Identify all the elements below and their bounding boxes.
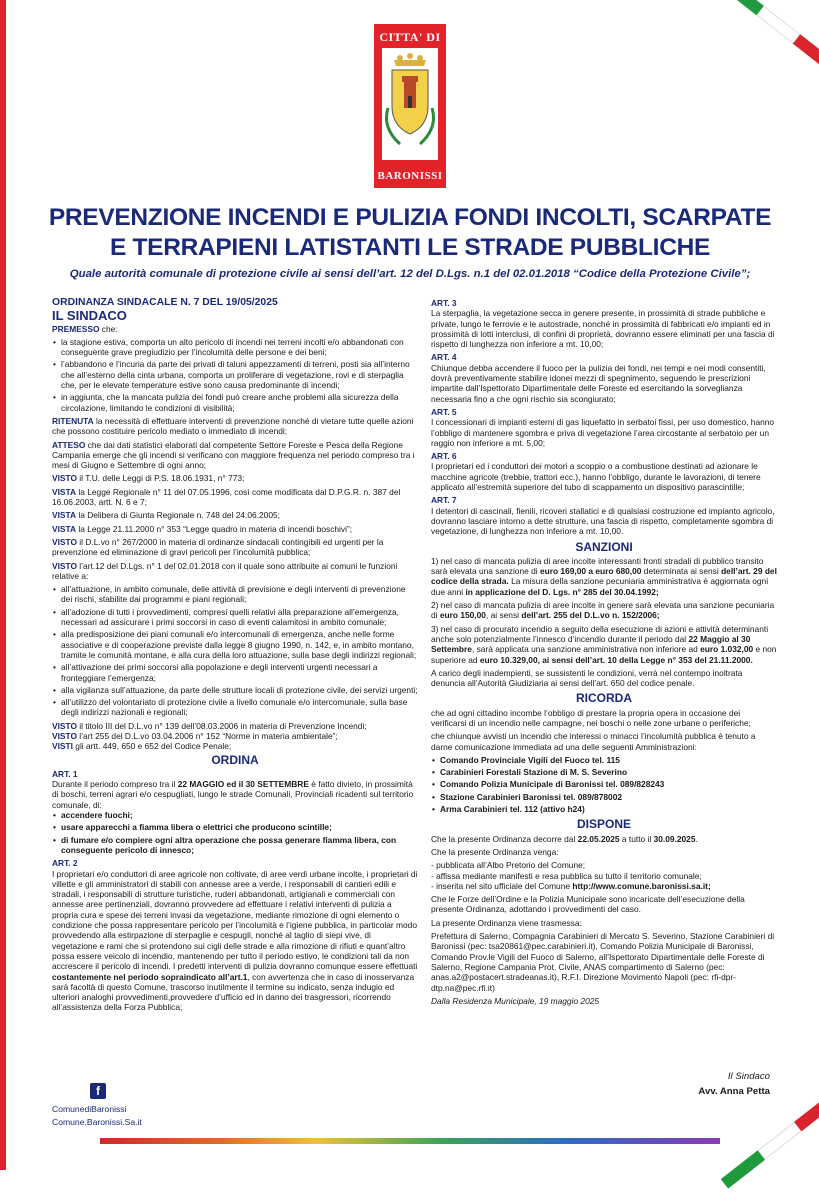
right-column [431, 298, 777, 1009]
sanzioni-heading: SANZIONI [575, 539, 633, 554]
list-item: • Comando Provinciale Vigili del Fuoco tel. 115 [440, 755, 777, 765]
sanzione-1: 1) nel caso di mancata pulizia di aree incolte interessanti fronti stradali di pubblico transito sarà elevata una sanzione di euro 169,00 a euro 680,00 determinata ai sensi dell’art. 29 del codice della strada. La misura della sanzione pecuniaria amministrativa è aggiornata ogni due anni in applicazione del D. Lgs. n° 285 del 30.04.1992; [431, 555, 777, 597]
ricorda-2: che chiunque avvisti un incendio che interessi o minacci l’incolumità pubblica è tenuto a darne comunicazione immediata ad una delle seguenti Amministrazioni: [431, 731, 756, 752]
italian-flag-ribbon-top [720, 0, 819, 72]
art5-heading: ART. 5 [431, 406, 457, 417]
ricorda-1: che ad ogni cittadino incombe l’obbligo di prestare la propria opera in occasione dei verificarsi di un incendio nelle campagne, nei boschi o nelle zone urbane o periferiche; [431, 707, 751, 728]
art1-text: Durante il periodo compreso tra il 22 MAGGIO ed il 30 SETTEMBRE è fatto divieto, in prossimità di boschi, terreni agrari e/o cespugliati, lungo le strade Comunali, Provinciali ricadenti sul territorio comunale, di: [52, 779, 414, 810]
ritenuta-paragraph: RITENUTA la necessità di effettuare interventi di prevenzione nonché di vietare tutte quelle azioni che possono costituire pericolo mediato o immediato di incendi; [52, 415, 414, 437]
dispone-7: La presente Ordinanza viene trasmessa: [431, 917, 582, 928]
art3-text: La sterpaglia, la vegetazione secca in genere presente, in prossimità di strade pubbliche e private, lungo le ferrovie e le autostrade, nonché in prossimità di fabbricati e/o impianti ed in prossimità di lotti interclusi, di confini di proprietà, dovranno essere eliminati per una fascia di rispetto di lunghezza non inferiore a mt. 10,00; [431, 308, 775, 350]
vista-paragraph: VISTA la Delibera di Giunta Regionale n. 748 del 24.06.2005; [52, 510, 280, 521]
funzioni-list [52, 584, 418, 718]
art6-heading: ART. 6 [431, 451, 457, 462]
footer-website: Comune.Baronissi.Sa.it [52, 1117, 142, 1127]
list-item: • all’attivazione dei primi soccorsi alla popolazione e degli interventi urgenti necessari a fronteggiare l’emergenza; [61, 662, 418, 683]
dispone-8: Prefettura di Salerno, Compagnia Carabinieri di Mercato S. Severino, Stazione Carabinieri di Baronissi (pec: tsa20861@pec.carabinieri.it), Comando Polizia Municipale di Baronissi, Comando Prov.le Vigili del Fuoco di Salerno, all’Ispettorato Dipartimentale delle Foreste di Salerno, Regione Campania Prot. Civile, ANAS compartimento di Salerno (pec: anas.a2@postacert.stradeanas.it), R.F.I. Direzione Movimento Napoli (pec: rfi-dpr-dtp.na@pec.rfi.it) [431, 931, 775, 993]
list-item: • Carabinieri Forestali Stazione di M. S. Severino [440, 767, 777, 777]
list-item: • alla predisposizione dei piani comunali e/o intercomunali di emergenza, anche nelle forme associative e di cooperazione previste dalla legge 8 giugno 1990, n. 142, e, in ambito montano, tramite le comunità montane, e alla cura della loro attuazione, sulla base degli indirizzi regionali; [61, 629, 418, 660]
dispone-2: Che la presente Ordinanza venga: [431, 846, 559, 857]
list-item: • l’abbandono e l’incuria da parte dei privati di taluni appezzamenti di terreni, posti sia all’interno che all’esterno della cinta urbana, comporta un proliferare di vegetazione, rovi e di sterpaglia che, per le elevate temperature estive sono causa predominante di incendi; [61, 359, 418, 390]
list-item: • alla vigilanza sull’attuazione, da parte delle strutture locali di protezione civile, dei servizi urgenti; [61, 685, 418, 695]
art1-heading: ART. 1 [52, 768, 78, 779]
art2-text: I proprietari e/o conduttori di aree agricole non coltivate, di aree verdi urbane incolte, i proprietari di villette e gli amministratori di stabili con annesse aree a verde, i responsabili di cantieri edili e stradali, i responsabili di strutture turistiche, ruderi abbandonati, artigianali e commerciali con annesse aree pertinenziali, dovranno provvedere ad effettuare i relativi interventi di pulizia a propria cura e spese dei terreni invasi da vegetazione, mediante rimozione di ogni elemento o condizione che possa rappresentare pericolo per l’incolumità e l’igiene pubblica, in particolar modo provvedendo alla estirpazione di sterpaglie e cespugli, nonché al taglio di siepi vive, di vegetazione e rami che si protendono sui cigli delle strade e alla rimozione di rifiuti e quant’altro possa essere veicolo di incendio, mantenendo per tutto il periodo estivo, le condizioni tali da non accrescere il pericolo di incendi. I predetti interventi di pulizia dovranno comunque essere effettuati costantemente nel periodo sopraindicato all’art.1, con avvertenza che in caso di inosservanza sarà facoltà di questo Comune, trascorso inutilmente il termine su indicato, senza indugio ed ulteriori analoghi provvedimenti,provvedere d’ufficio ed in danno dei trasgressori, ricorrendo all’assistenza della Forza Pubblica; [52, 868, 418, 1013]
list-item: • usare apparecchi a fiamma libera o elettrici che producono scintille; [61, 822, 418, 832]
art3-heading: ART. 3 [431, 298, 457, 308]
crest-top-text: CITTA' DI [379, 30, 441, 44]
art5-text: I concessionari di impianti esterni di gas liquefatto in serbatoi fissi, per uso domestico, hanno l’obbligo di mantenere sgombra e priva di vegetazione l’area circostante al serbatoio per un raggio non inferiore a mt. 5,00; [431, 417, 775, 448]
vista-paragraph: VISTA la Legge Regionale n° 11 del 07.05.1996, così come modificata dal D.P.G.R. n. 387 del 16.06.2003, artt. N. 6 e 7; [52, 486, 401, 508]
city-crest [374, 24, 446, 188]
page-subtitle: Quale autorità comunale di protezione civile ai sensi dell’art. 12 del D.Lgs. n.1 del 02.01.2018 “Codice della Protezione Civile”; [69, 268, 751, 280]
page-title-line1: PREVENZIONE INCENDI E PULIZIA FONDI INCOLTI, SCARPATE [48, 204, 772, 231]
signature-name: Avv. Anna Petta [698, 1086, 770, 1097]
list-item: • di fumare e/o compiere ogni altra operazione che possa generare fiamma libera, con conseguente pericolo di innesco; [61, 835, 418, 856]
visto-paragraph: VISTO l’art.12 del D.Lgs. n° 1 del 02.01.2018 con il quale sono attribuite ai comuni le funzioni relative a: [52, 560, 398, 581]
left-red-border [0, 0, 6, 1170]
visto-paragraph: VISTO il D.L.vo n° 267/2000 in materia di ordinanze sindacali contingibili ed urgenti per la prevenzione ed eliminazione di gravi pericoli per l’incolumità pubblica; [52, 536, 384, 558]
visti-paragraph: VISTI gli artt. 449, 650 e 652 del Codice Penale; [52, 741, 232, 752]
signature-role: Il Sindaco [727, 1071, 770, 1082]
sindaco-heading: IL SINDACO [52, 308, 127, 324]
premesso-intro: PREMESSO che: [52, 323, 118, 334]
facebook-icon: f [90, 1083, 106, 1099]
comune-website-link[interactable]: http://www.comune.baronissi.sa.it; [572, 880, 711, 891]
sanzione-2: 2) nel caso di mancata pulizia di aree incolte in genere sarà elevata una sanzione pecuniaria di euro 150,00, ai sensi dell’art. 255 del D.L.vo n. 152/2006; [431, 600, 775, 621]
sanzione-4: A carico degli inadempienti, se sussistenti le condizioni, verrà nel contempo inoltrata denuncia all’Autorità Giudiziaria ai sensi dell’art. 650 del codice penale. [431, 667, 743, 689]
art1-list [52, 810, 418, 855]
visto-paragraph: VISTO il titolo III del D.L.vo n° 139 dell’08.03.2006 in materia di Prevenzione Incendi; [52, 720, 367, 731]
list-item: • all’attuazione, in ambito comunale, delle attività di previsione e degli interventi di prevenzione dei rischi, stabilite dai programmi e piani regionali; [61, 584, 418, 605]
art4-heading: ART. 4 [431, 352, 457, 363]
contacts-list [431, 755, 777, 814]
dispone-3: - pubblicata all’Albo Pretorio del Comune; [431, 860, 586, 871]
crest-bottom-text: BARONISSI [377, 170, 443, 182]
dispone-4: - affissa mediante manifesti e resa pubblica su tutto il territorio comunale; [431, 870, 702, 881]
art2-heading: ART. 2 [52, 858, 78, 869]
atteso-paragraph: ATTESO che dai dati statistici elaborati dal competente Settore Foreste e Pesca della Regione Campania emerge che gli incendi si verificano con maggiore frequenza nel periodo compreso tra i mesi di Giugno e Settembre di ogni anno; [52, 439, 415, 471]
visto-paragraph: VISTO il T.U. delle Leggi di P.S. 18.06.1931, n° 773; [52, 473, 245, 484]
ricorda-heading: RICORDA [576, 691, 632, 706]
ordina-heading: ORDINA [211, 752, 259, 767]
dispone-6: Che le Forze dell’Ordine e la Polizia Municipale sono incaricate dell’esecuzione della presente Ordinanza, adottando i provvedimenti del caso. [431, 894, 745, 915]
art7-heading: ART. 7 [431, 495, 457, 506]
list-item: • la stagione estiva, comporta un alto pericolo di incendi nei terreni incolti e/o abbandonati con conseguente grave pregiudizio per l’incolumità delle persone e dei beni; [61, 337, 418, 358]
rainbow-strip [100, 1138, 720, 1144]
page-title-line2: E TERRAPIENI LATISTANTI LE STRADE PUBBLICHE [109, 234, 711, 261]
list-item: • Comando Polizia Municipale di Baronissi tel. 089/828243 [440, 779, 777, 789]
dispone-5: - inserita nel sito ufficiale del Comune http://www.comune.baronissi.sa.it; [431, 880, 711, 891]
list-item: • in aggiunta, che la mancata pulizia dei fondi può creare anche problemi alla sicurezza della circolazione, limitando le condizioni di visibilità; [61, 392, 418, 413]
list-item: • Stazione Carabinieri Baronissi tel. 089/878002 [440, 792, 777, 802]
dispone-1: Che la presente Ordinanza decorre dal 22.05.2025 a tutto il 30.09.2025. [431, 833, 698, 844]
visto-paragraph: VISTO l’art 255 del D.L.vo 03.04.2006 n° 152 “Norme in materia ambientale”; [52, 730, 338, 741]
footer-social-handle: ComunediBaronissi [52, 1104, 127, 1114]
list-item: • all’utilizzo del volontariato di protezione civile a livello comunale e/o intercomunale, sulla base degli indirizzi nazionali e regionali; [61, 697, 418, 718]
left-column [52, 298, 418, 1016]
ordinanza-number: ORDINANZA SINDACALE N. 7 DEL 19/05/2025 [52, 297, 278, 308]
art6-text: I proprietari ed i conduttori dei motori a scoppio o a combustione destinati ad azionare le macchine agricole (trebbie, trattori ecc.), hanno l’obbligo, durante le lavorazioni, di tenere applicato all’estremità superiore del tubo di scappamento un dispositivo parascintille; [431, 461, 761, 493]
art7-text: I detentori di cascinali, fienili, ricoveri stallatici e di qualsiasi costruzione ed impianto agricolo, dovranno lasciare intorno a dette strutture, una fascia di rispetto, completamente sgombra di vegetazione, di lunghezza non inferiore a mt. 10,00. [431, 505, 775, 537]
italian-flag-ribbon-bottom [720, 1092, 819, 1188]
vista-paragraph: VISTA la Legge 21.11.2000 n° 353 “Legge quadro in materia di incendi boschivi”; [52, 523, 353, 534]
dispone-date: Dalla Residenza Municipale, 19 maggio 2025 [431, 995, 600, 1006]
crest-emblem-icon [378, 48, 442, 160]
list-item: • Arma Carabinieri tel. 112 (attivo h24) [440, 804, 777, 814]
sanzione-3: 3) nel caso di procurato incendio a seguito della esecuzione di azioni e attività determinanti anche solo potenzialmente l’innesco d’incendio durante il periodo dal 22 Maggio al 30 Settembre, sarà applicata una sanzione amministrativa non inferiore ad euro 1.032,00 e non superiore ad euro 10.329,00, ai sensi dell’art. 10 della Legge n° 353 del 21.11.2000. [431, 623, 777, 665]
list-item: • all’adozione di tutti i provvedimenti, compresi quelli relativi alla preparazione all’emergenza, necessari ad assicurare i primi soccorsi in caso di eventi calamitosi in ambito comunale; [61, 607, 418, 628]
art4-text: Chiunque debba accendere il fuoco per la pulizia dei fondi, nei tempi e nei modi consentiti, dovrà preventivamente stabilire idonei mezzi di spegnimento, seguendo le prescrizioni impartite dall’Ispettorato Dipartimentale delle Foreste ed esercitando la sorveglianza necessaria fino a che ogni rischio sia scongiurato; [431, 362, 766, 404]
list-item: • accendere fuochi; [61, 810, 418, 820]
dispone-heading: DISPONE [576, 817, 631, 832]
premesso-list [52, 337, 418, 413]
